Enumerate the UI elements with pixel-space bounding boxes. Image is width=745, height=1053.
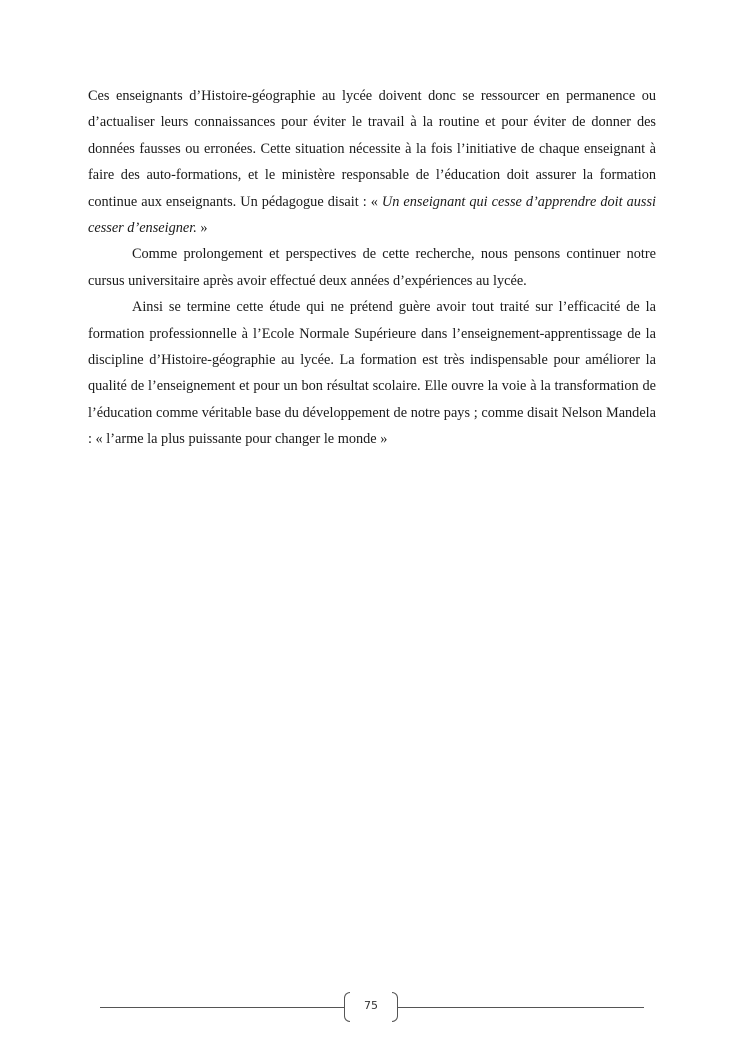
paragraph-3: Ainsi se termine cette étude qui ne prétend guère avoir tout traité sur l’efficacité de la formation professionnelle à l’Ecole Normale Supérieure dans l’enseignement-apprentissage de la discipline d’Histoire-géographie au lycée. La formation est très indispensable pour améliorer la qualité de l’enseignement et pour un bon résultat scolaire. Elle ouvre la voie à la transformation de l’éducation comme véritable base du développement de notre pays ; comme disait Nelson Mandela : « l’arme la plus puissante pour changer le monde » (88, 299, 656, 448)
pedagogue-quote: Un enseignant qui cesse d’apprendre doit aussi cesser d’enseigner. (88, 193, 656, 237)
footer-bracket-left (344, 992, 350, 1022)
footer-rule-right (398, 1007, 644, 1008)
paragraph-1 (88, 83, 656, 241)
paragraph-1-text: Ces enseignants d’Histoire-géographie au lycée doivent donc se ressourcer en permanence ou d’actualiser leurs connaissances pour éviter le travail à la routine et pour éviter de donner des données fausses ou erronées. Cette situation nécessite à la fois l’initiative de chaque enseignant à faire des auto-formations, et le ministère responsable de l’éducation doit assurer la formation continue aux enseignants. Un pédagogue disait : « (88, 88, 656, 210)
paragraph-2: Comme prolongement et perspectives de cette recherche, nous pensons continuer notre cursus universitaire après avoir effectué deux années d’expériences au lycée. (88, 246, 656, 289)
footer-rule-left (100, 1007, 344, 1008)
quote-close: » (196, 220, 208, 237)
page-number: 75 (364, 999, 378, 1012)
page-body (88, 83, 656, 453)
